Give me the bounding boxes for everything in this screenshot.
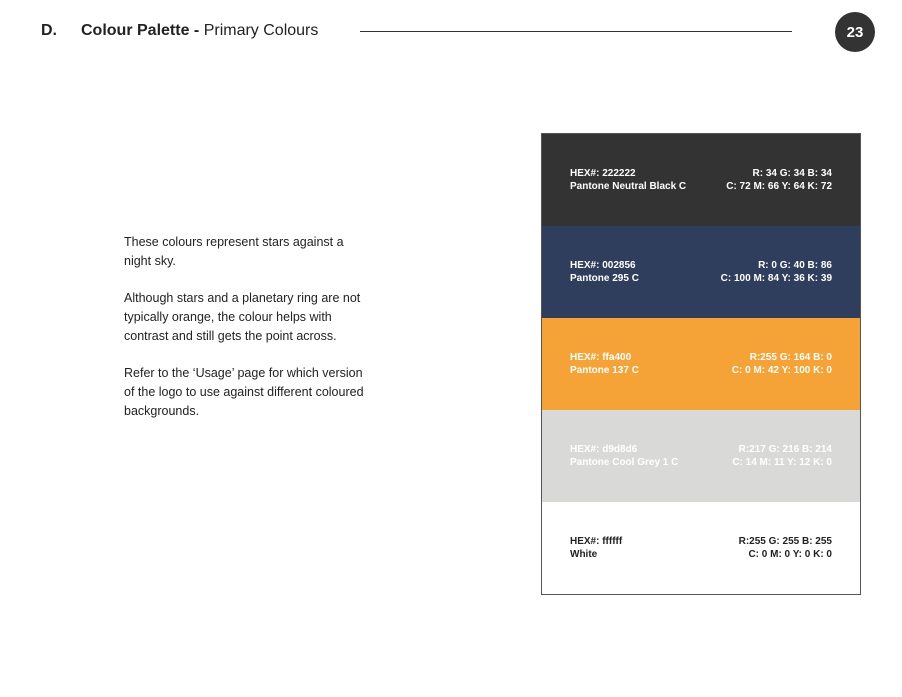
swatch-pantone: Pantone 295 C — [570, 273, 639, 284]
swatch-rgb: R: 0 G: 40 B: 86 — [758, 260, 832, 271]
page-title — [81, 22, 318, 40]
page-title-regular: Primary Colours — [203, 22, 319, 39]
swatch-right-info — [739, 535, 832, 561]
paragraph: Refer to the ‘Usage’ page for which version of the logo to use against different coloured backgrounds. — [124, 366, 364, 418]
swatch-cmyk: C: 0 M: 42 Y: 100 K: 0 — [731, 365, 832, 376]
swatch-right-info — [721, 259, 832, 285]
section-letter: D. — [41, 22, 57, 39]
description-text — [124, 233, 369, 439]
swatch-rgb: R: 34 G: 34 B: 34 — [752, 168, 832, 179]
swatch-left-info — [570, 167, 686, 193]
swatch-right-info — [732, 351, 832, 377]
swatch-hex: HEX#: ffffff — [570, 536, 623, 547]
swatch-rgb: R:217 G: 216 B: 214 — [738, 444, 832, 455]
header-divider — [360, 31, 792, 32]
swatch-left-info — [570, 535, 622, 561]
swatch-pantone: White — [570, 549, 598, 560]
colour-swatch-stack — [541, 133, 861, 595]
colour-swatch — [542, 502, 860, 594]
page-number: 23 — [846, 23, 864, 41]
swatch-cmyk: C: 14 M: 11 Y: 12 K: 0 — [732, 457, 832, 468]
swatch-pantone: Pantone Cool Grey 1 C — [570, 457, 679, 468]
swatch-cmyk: C: 100 M: 84 Y: 36 K: 39 — [720, 273, 832, 284]
page-number-badge — [835, 12, 875, 52]
swatch-pantone: Pantone Neutral Black C — [570, 181, 687, 192]
swatch-left-info — [570, 259, 639, 285]
paragraph: Although stars and a planetary ring are not typically orange, the colour helps with contrast and still gets the point across. — [124, 291, 361, 343]
colour-swatch — [542, 318, 860, 410]
swatch-rgb: R:255 G: 164 B: 0 — [749, 352, 832, 363]
swatch-rgb: R:255 G: 255 B: 255 — [738, 536, 832, 547]
swatch-left-info — [570, 351, 639, 377]
swatch-hex: HEX#: 222222 — [570, 168, 636, 179]
swatch-cmyk: C: 0 M: 0 Y: 0 K: 0 — [748, 549, 832, 560]
page-title-bold: Colour Palette - — [81, 22, 204, 39]
swatch-hex: HEX#: d9d8d6 — [570, 444, 638, 455]
paragraph: These colours represent stars against a night sky. — [124, 235, 344, 268]
swatch-left-info — [570, 443, 678, 469]
swatch-cmyk: C: 72 M: 66 Y: 64 K: 72 — [726, 181, 832, 192]
colour-swatch — [542, 226, 860, 318]
swatch-right-info — [732, 443, 832, 469]
swatch-right-info — [726, 167, 832, 193]
swatch-hex: HEX#: 002856 — [570, 260, 636, 271]
colour-swatch — [542, 134, 860, 226]
swatch-pantone: Pantone 137 C — [570, 365, 639, 376]
swatch-hex: HEX#: ffa400 — [570, 352, 632, 363]
colour-swatch — [542, 410, 860, 502]
